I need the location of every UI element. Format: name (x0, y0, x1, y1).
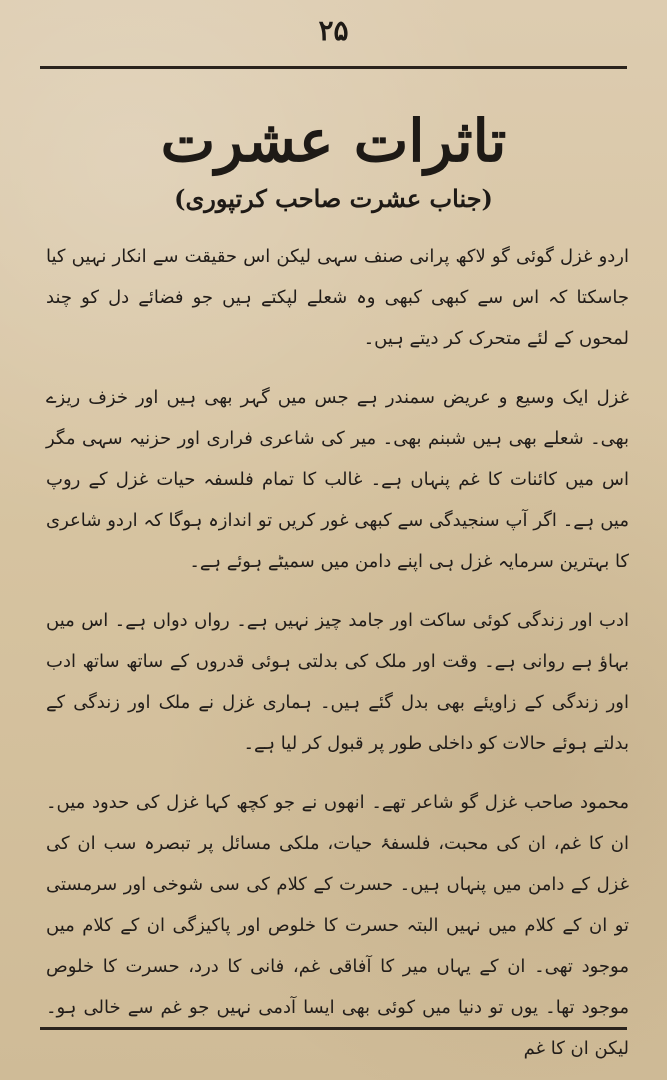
paragraph-4: محمود صاحب غزل گو شاعر تھے۔ انھوں نے جو کچھ کہا غزل کی حدود میں۔ ان کا غم، ان کی محبت، فلسفۂ حیات، ملکی مسائل پر تبصرہ سب ان کی غزل کے دامن میں پنہاں ہیں۔ حسرت کے کلام کی سی شوخی اور سرمستی تو ان کے کلام میں نہیں البتہ حسرت کا خلوص اور پاکیزگی ان کے کلام میں موجود تھی۔ ان کے یہاں میر کا آفاقی غم، فانی کا درد، حسرت کا خلوص موجود تھا۔ یوں تو دنیا میں کوئی بھی ایسا آدمی نہیں جو غم سے خالی ہو۔ لیکن ان کا غم (46, 792, 629, 1059)
paragraph-1: اردو غزل گوئی گو لاکھ پرانی صنف سہی لیکن اس حقیقت سے انکار نہیں کیا جاسکتا کہ اس سے کبھی کبھی وہ شعلے لپکتے ہیں جو فضائے دل کو چند لمحوں کے لئے متحرک کر دیتے ہیں۔ (46, 246, 629, 349)
paragraph-2: غزل ایک وسیع و عریض سمندر ہے جس میں گہر بھی ہیں اور خزف ریزے بھی۔ شعلے بھی ہیں شبنم بھی۔ میر کی شاعری فراری اور حزنیہ سہی مگر اس میں کائنات کا غم پنہاں ہے۔ غالب کا تمام فلسفہ حیات غزل کے روپ میں ہے۔ اگر آپ سنجیدگی سے کبھی غور کریں تو اندازہ ہوگا کہ اردو شاعری کا بہترین سرمایہ غزل ہی اپنے دامن میں سمیٹے ہوئے ہے۔ (46, 387, 629, 572)
top-rule (40, 66, 627, 69)
page-title: تاثرات عشرت (160, 107, 507, 175)
page-subtitle: (جناب عشرت صاحب کرتپوری) (174, 184, 493, 213)
page-number: ۲۵ (318, 14, 349, 47)
paragraph-3: ادب اور زندگی کوئی ساکت اور جامد چیز نہیں ہے۔ رواں دواں ہے۔ اس میں بہاؤ ہے روانی ہے۔ وقت اور ملک کی بدلتی ہوئی قدروں کے ساتھ ساتھ ادب اور زندگی کے زاویئے بھی بدل گئے ہیں۔ ہماری غزل نے ملک اور زندگی کے بدلتے ہوئے حالات کو داخلی طور پر قبول کر لیا ہے۔ (46, 610, 629, 754)
header-block (40, 107, 627, 213)
article-body (46, 236, 629, 1059)
bottom-rule (40, 1027, 627, 1030)
